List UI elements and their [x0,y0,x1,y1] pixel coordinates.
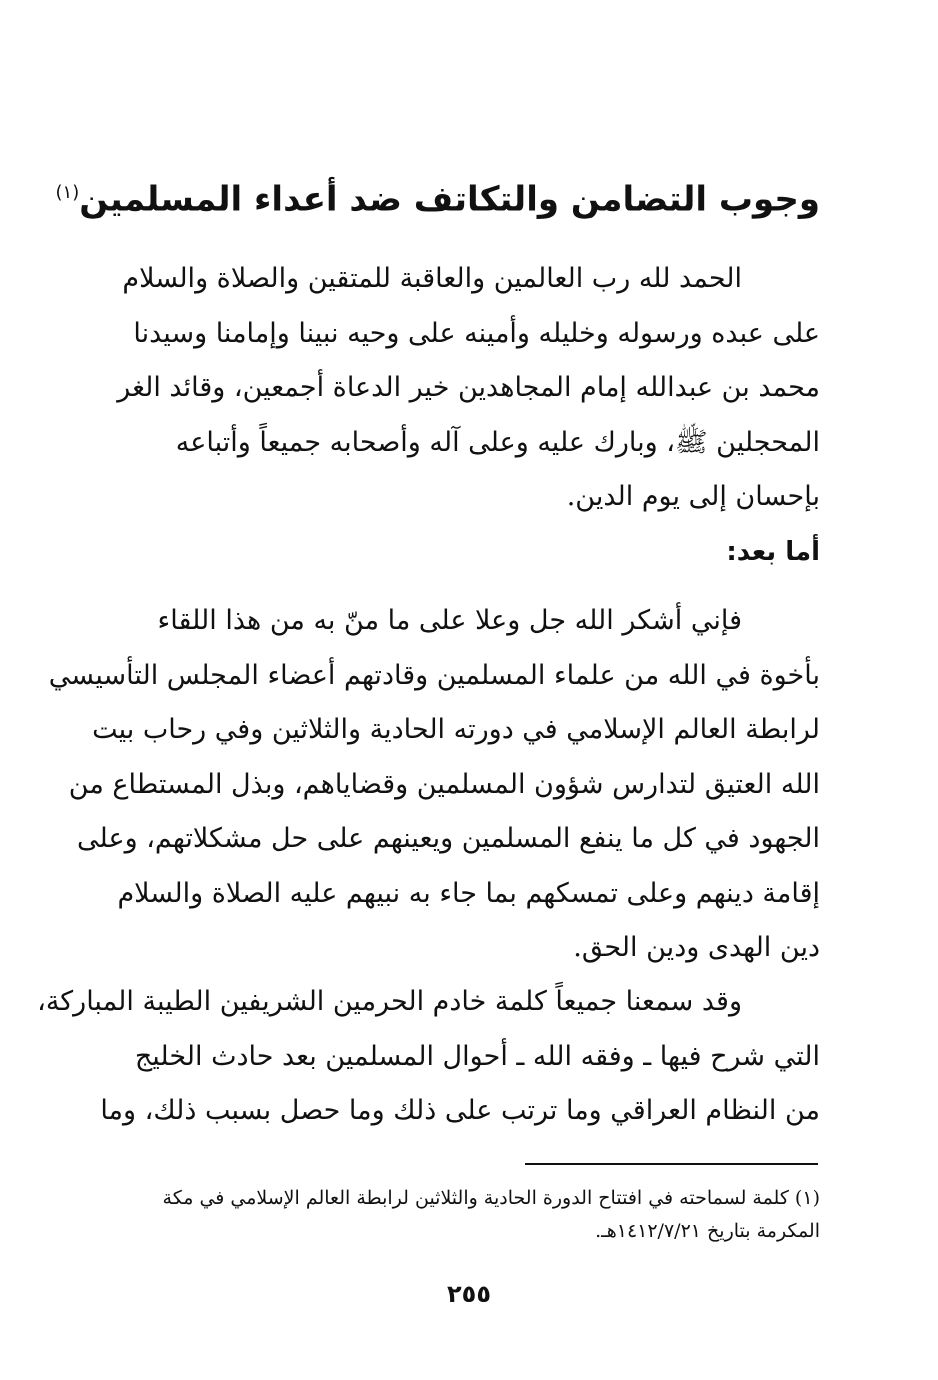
text-line: بإحسان إلى يوم الدين. [566,481,820,512]
text-line: الله العتيق لتدارس شؤون المسلمين وقضاياهم، وبذل المستطاع من [68,768,820,800]
section-heading: أما بعد: [726,536,820,567]
footnote-line: المكرمة بتاريخ ١٤١٢/٧/٢١هـ. [595,1220,820,1242]
title-text: وجوب التضامن والتكاتف ضد أعداء المسلمين [79,179,820,220]
footnote-line: (١) كلمة لسماحته في افتتاح الدورة الحادية والثلاثين لرابطة العالم الإسلامي في مكة [162,1187,820,1209]
page-title [55,168,820,224]
text-line: بأخوة في الله من علماء المسلمين وقادتهم أعضاء المجلس التأسيسي [48,659,820,691]
text-line: التي شرح فيها ـ وفقه الله ـ أحوال المسلمين بعد حادث الخليج [134,1040,820,1072]
intro-paragraph [117,252,820,579]
text-line: محمد بن عبدالله إمام المجاهدين خير الدعاة أجمعين، وقائد الغر [117,372,820,403]
paragraph-2 [37,975,820,1139]
text-line: لرابطة العالم الإسلامي في دورته الحادية والثلاثين وفي رحاب بيت [92,714,820,745]
text-line: المحجلين ﷺ، وبارك عليه وعلى آله وأصحابه جميعاً وأتباعه [175,426,820,458]
text-line: وقد سمعنا جميعاً كلمة خادم الحرمين الشريفين الطيبة المباركة، [37,986,742,1017]
paragraph-1 [48,594,820,976]
title-footnote-marker: (١) [55,182,80,203]
footnote-divider [525,1163,818,1165]
text-line: إقامة دينهم وعلى تمسكهم بما جاء به نبيهم عليه الصلاة والسلام [117,877,820,909]
footnote [120,1182,820,1248]
text-line: الحمد لله رب العالمين والعاقبة للمتقين والصلاة والسلام [122,263,742,294]
text-line: على عبده ورسوله وخليله وأمينه على وحيه نبينا وإمامنا وسيدنا [133,317,820,349]
text-line: دين الهدى ودين الحق. [573,932,820,963]
text-line: فإني أشكر الله جل وعلا على ما منّ به من هذا اللقاء [157,605,742,636]
text-line: من النظام العراقي وما ترتب على ذلك وما حصل بسبب ذلك، وما [100,1095,820,1126]
text-line: الجهود في كل ما ينفع المسلمين ويعينهم على حل مشكلاتهم، وعلى [77,823,820,854]
page-number: ٢٥٥ [447,1280,491,1308]
